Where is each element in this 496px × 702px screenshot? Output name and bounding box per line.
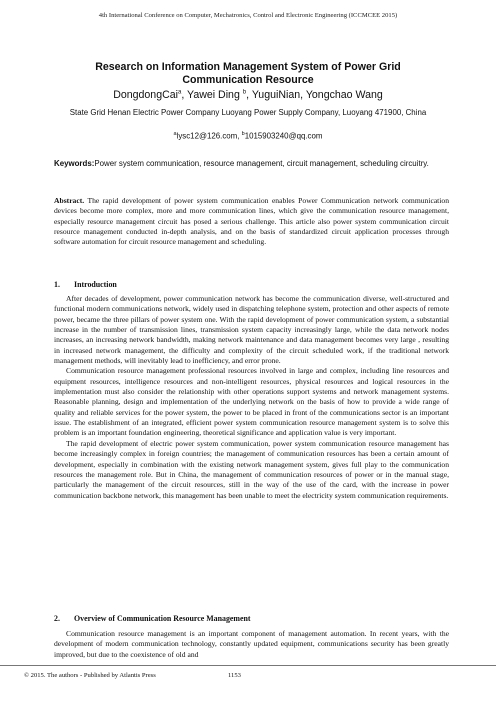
other-authors: , YuguiNian, Yongchao Wang	[246, 89, 383, 101]
section-title: Introduction	[74, 280, 117, 289]
section-number: 2.	[54, 614, 60, 623]
author-list	[30, 89, 466, 101]
section-heading-overview	[54, 614, 250, 623]
author-1-mark: a	[178, 89, 182, 96]
paragraph: Communication resource management professional resources involved in large and complex, including line resources and equipment resources, intelligence resources and non-intelligent resources, physical resources and logical resources in the implementation must also consider the relationship with other operations support systems and network management systems. Reasonable planning, design and implementation of the underlying network on the basis of how to provide a wide range of quality and reliable services for the power system, the power to be placed in front of the communications sector is an important issue. The establishment of an integrated, efficient power system communication resource management system is to solve this problem is an important foundation engineering, theoretical significance and application value is very important.	[54, 366, 449, 438]
author-emails	[40, 131, 456, 141]
abstract-text: The rapid development of power system communication enables Power Communication network communication devices become more complex, more and more communication lines, which give the communication resource management, especially resource management circuit has posed a serious challenge. This article also power system communication circuit resource management conducted in-depth analysis, and on the basis of standardized circuit application processes through software automation for circuit resource management and scheduling.	[54, 196, 449, 247]
paragraph: The rapid development of electric power system communication, power system communication resource management has become increasingly complex in foreign countries; the management of communication resources has been a certain amount of development, especially in combination with the existing network management system, gives full play to the communication resources the management role. But in China, the management of communication resources of power or in the manual stage, particularly the management of the circuit resources, still in the way of the use of the card, with the increase in power communication backbone network, this management has been unable to meet the electricity system communication requirements.	[54, 438, 449, 500]
abstract	[54, 196, 449, 248]
author-2-mark: b	[242, 89, 247, 96]
copyright-notice: © 2015. The authors - Published by Atlantis Press	[24, 672, 156, 679]
section-title: Overview of Communication Resource Management	[74, 614, 251, 623]
paragraph: After decades of development, power communication network has become the communication diverse, well-structured and functional modern communications network, widely used in dispatching telephone system, protection and other aspects of remote power, became the three pillars of power system one. With the rapid development of power communication system, a substantial increase in the number of transmission lines, transmission system capacity increasingly large, while the data network nodes increases, an increasing network bandwidth, making network maintenance and data management becomes very large , resulting in increased network management, the difficulty and complexity of the circuit scheduled work, if the traditional network management methods, will inevitably lead to inefficiency, and error prone.	[54, 294, 449, 366]
email-a: lysc12@126.com,	[176, 131, 242, 141]
page-number: 1153	[228, 672, 241, 679]
title-line-1: Research on Information Management System of Power Grid	[95, 61, 401, 73]
title-line-2: Communication Resource	[182, 73, 314, 86]
email-a-mark: a	[173, 131, 177, 137]
keywords-label: Keywords:	[54, 159, 95, 168]
email-b-mark: b	[241, 131, 245, 137]
paper-title	[60, 61, 436, 86]
abstract-label: Abstract.	[54, 196, 85, 205]
footer-divider	[0, 665, 496, 666]
section-body-overview	[54, 629, 449, 660]
conference-header: 4th International Conference on Computer, Mechatronics, Control and Electronic Engineering (ICCMCEE 2015)	[98, 12, 398, 19]
email-b: 1015903240@qq.com	[244, 131, 323, 141]
section-body-introduction	[54, 294, 449, 501]
affiliation: State Grid Henan Electric Power Company Luoyang Power Supply Company, Luoyang 471900, China	[69, 108, 427, 117]
keywords	[54, 159, 449, 169]
section-heading-introduction	[54, 280, 117, 289]
keywords-text: Power system communication, resource management, circuit management, scheduling circuitry.	[94, 159, 429, 168]
paragraph: Communication resource management is an important component of management automation. In recent years, with the development of modern communication technology, constantly updated equipment, communications security has been greatly improved, but due to the coexistence of old and	[54, 629, 449, 659]
section-number: 1.	[54, 280, 60, 289]
author-2: , Yawei Ding	[181, 89, 243, 101]
author-1: DongdongCai	[113, 89, 178, 101]
